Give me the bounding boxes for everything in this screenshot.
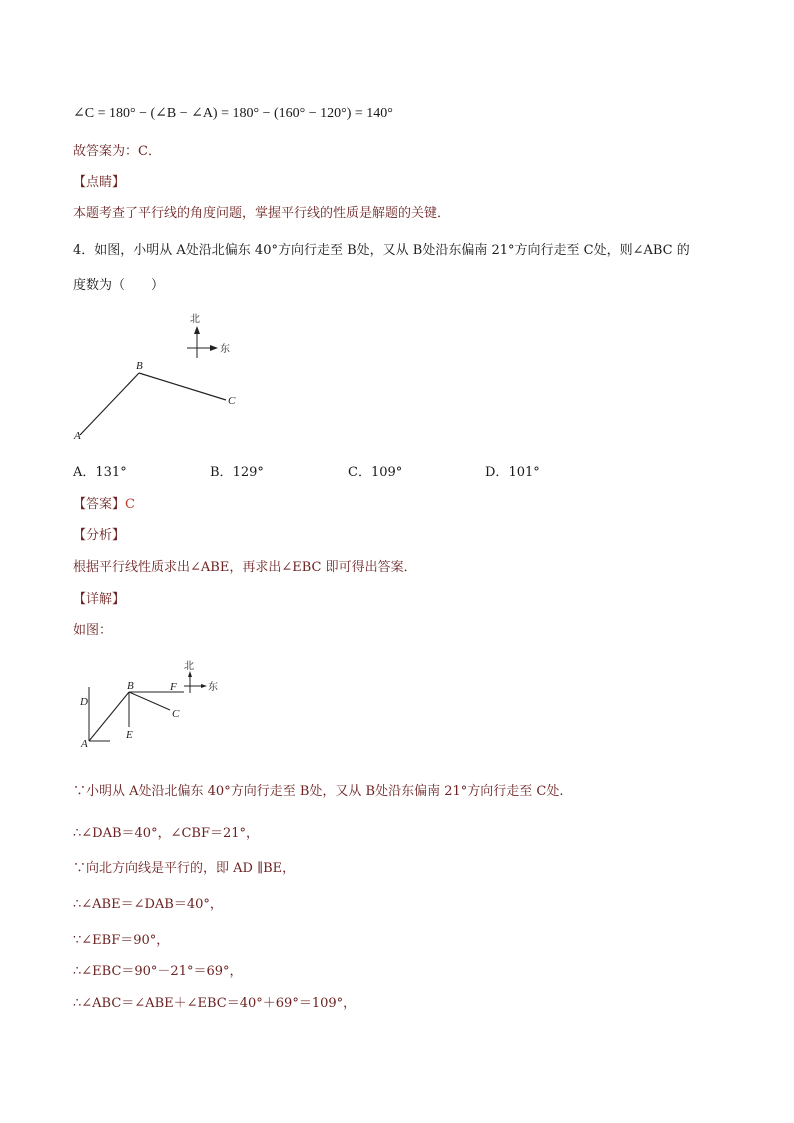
analysis-text: 根据平行线性质求出∠ABE，再求出∠EBC 即可得出答案． (73, 560, 417, 575)
solution-line-4: ∴∠ABE＝∠DAB＝40°， (73, 897, 223, 912)
fig2-label-d: D (80, 696, 88, 708)
question-4-line-2: 度数为（ ） (73, 278, 165, 293)
fig1-label-a: A (74, 430, 81, 442)
section-analysis: 【分析】 (73, 528, 126, 543)
fig2-label-east: 东 (208, 682, 218, 693)
solution-line-3: ∵向北方向线是平行的，即 AD ∥BE， (73, 861, 296, 876)
solution-line-6: ∴∠EBC＝90°－21°＝69°， (73, 964, 243, 979)
answer-line: 【答案】C (73, 497, 135, 512)
answer-statement: 故答案为：C． (73, 144, 161, 159)
solution-line-1: ∵小明从 A处沿北偏东 40°方向行走至 B处，又从 B处沿东偏南 21°方向行走至 C处. (73, 784, 564, 799)
choice-d[interactable]: D．101° (485, 465, 540, 480)
solution-line-2: ∴∠DAB＝40°，∠CBF＝21°， (73, 826, 260, 841)
figure-1-diagram (70, 308, 250, 448)
section-dianjing: 【点睛】 (73, 175, 126, 190)
fig2-label-b: B (127, 680, 134, 692)
equation-angle-c: ∠C = 180° − (∠B − ∠A) = 180° − (160° − 120°) = 140° (73, 106, 393, 121)
fig1-label-b: B (136, 360, 143, 372)
fig2-label-c: C (172, 708, 180, 720)
fig2-label-f: F (170, 681, 177, 693)
choice-c[interactable]: C．109° (348, 465, 403, 480)
choice-a[interactable]: A．131° (73, 465, 127, 480)
figure-2-diagram (72, 655, 232, 755)
section-detail: 【详解】 (73, 592, 126, 607)
fig2-label-e: E (126, 729, 133, 741)
choice-b[interactable]: B．129° (210, 465, 264, 480)
dianjing-text: 本题考查了平行线的角度问题，掌握平行线的性质是解题的关键． (73, 206, 451, 221)
solution-line-7: ∴∠ABC＝∠ABE＋∠EBC＝40°＋69°＝109°， (73, 996, 357, 1011)
fig2-label-north: 北 (184, 661, 194, 672)
fig2-label-a: A (81, 738, 88, 750)
as-figure-label: 如图： (73, 623, 113, 638)
fig1-label-east: 东 (220, 344, 230, 355)
fig1-label-c: C (228, 395, 236, 407)
solution-line-5: ∵∠EBF＝90°， (73, 933, 170, 948)
fig1-label-north: 北 (190, 314, 200, 325)
question-4-line-1: 4．如图，小明从 A处沿北偏东 40°方向行走至 B处，又从 B处沿东偏南 21°方向行走至 C处，则∠ABC 的 (73, 243, 690, 258)
